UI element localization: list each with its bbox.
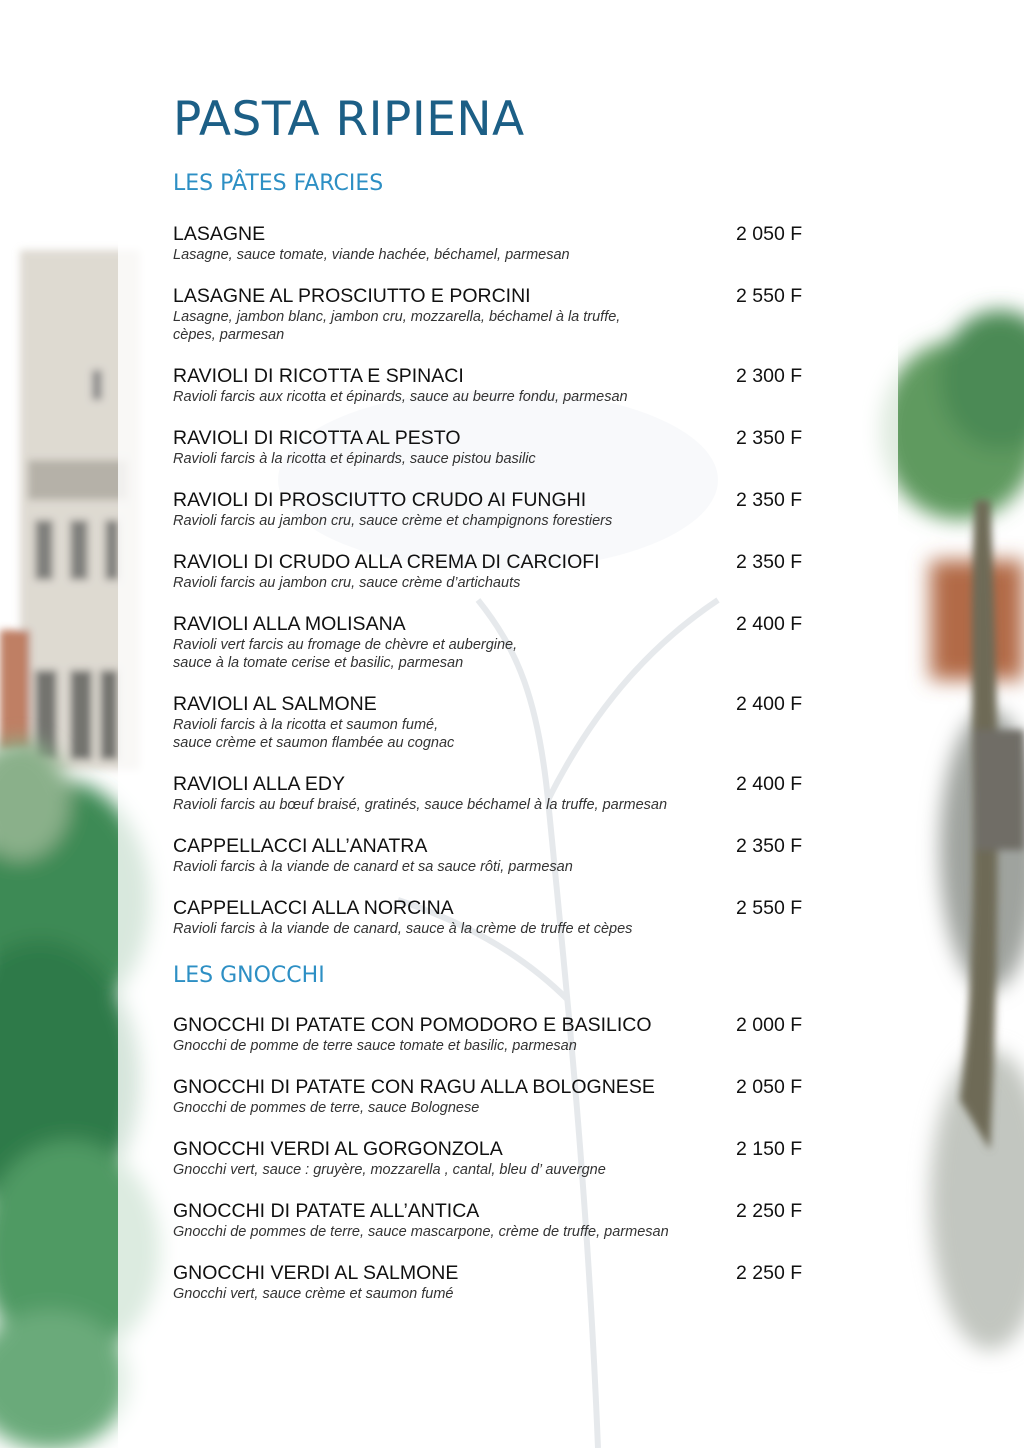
item-description: Ravioli vert farcis au fromage de chèvre et aubergine, sauce à la tomate cerise et basilic, parmesan [173,637,518,671]
item-price: 2 050 F [736,223,803,245]
item-name: LASAGNE [173,223,266,245]
item-name: LASAGNE AL PROSCIUTTO E PORCINI [173,285,531,307]
item-price: 2 400 F [736,613,803,635]
item-name: RAVIOLI AL SALMONE [173,693,377,715]
item-description: Gnocchi de pommes de terre, sauce mascarpone, crème de truffe, parmesan [173,1224,669,1240]
item-description: Gnocchi vert, sauce : gruyère, mozzarella , cantal, bleu d’ auvergne [173,1162,606,1178]
item-name: RAVIOLI DI RICOTTA E SPINACI [173,365,464,387]
item-name: RAVIOLI ALLA EDY [173,773,345,795]
item-price: 2 300 F [736,365,803,387]
item-description: Ravioli farcis au jambon cru, sauce crème d’artichauts [173,575,521,591]
item-name: RAVIOLI DI CRUDO ALLA CREMA DI CARCIOFI [173,551,600,573]
item-price: 2 400 F [736,693,803,715]
item-price: 2 350 F [736,551,803,573]
item-description: Ravioli farcis à la ricotta et saumon fumé, sauce crème et saumon flambée au cognac [173,717,455,751]
item-name: RAVIOLI ALLA MOLISANA [173,613,406,635]
item-price: 2 350 F [736,835,803,857]
item-description: Lasagne, jambon blanc, jambon cru, mozzarella, béchamel à la truffe, cèpes, parmesan [173,309,621,343]
item-description: Ravioli farcis au jambon cru, sauce crème et champignons forestiers [173,513,613,529]
item-name: GNOCCHI DI PATATE CON RAGU ALLA BOLOGNESE [173,1076,655,1098]
item-price: 2 400 F [736,773,803,795]
item-price: 2 000 F [736,1014,803,1036]
item-description: Ravioli farcis aux ricotta et épinards, sauce au beurre fondu, parmesan [173,389,628,405]
item-name: RAVIOLI DI RICOTTA AL PESTO [173,427,461,449]
item-name: GNOCCHI DI PATATE ALL’ANTICA [173,1200,480,1222]
item-name: GNOCCHI VERDI AL GORGONZOLA [173,1138,503,1160]
item-price: 2 250 F [736,1262,803,1284]
item-name: GNOCCHI VERDI AL SALMONE [173,1262,459,1284]
item-description: Gnocchi vert, sauce crème et saumon fumé [173,1286,454,1302]
section-heading-pates-farcies: LES PÂTES FARCIES [173,171,384,196]
item-description: Ravioli farcis à la ricotta et épinards, sauce pistou basilic [173,451,536,467]
item-name: RAVIOLI DI PROSCIUTTO CRUDO AI FUNGHI [173,489,587,511]
item-name: CAPPELLACCI ALL’ANATRA [173,835,428,857]
section-heading-gnocchi: LES GNOCCHI [173,963,325,988]
item-description: Gnocchi de pommes de terre, sauce Bolognese [173,1100,480,1116]
page-title: PASTA RIPIENA [173,92,525,147]
item-price: 2 050 F [736,1076,803,1098]
item-price: 2 350 F [736,489,803,511]
item-description: Ravioli farcis au bœuf braisé, gratinés, sauce béchamel à la truffe, parmesan [173,797,668,813]
item-description: Ravioli farcis à la viande de canard, sauce à la crème de truffe et cèpes [173,921,633,937]
item-description: Gnocchi de pomme de terre sauce tomate et basilic, parmesan [173,1038,577,1054]
item-price: 2 150 F [736,1138,803,1160]
item-name: CAPPELLACCI ALLA NORCINA [173,897,454,919]
item-price: 2 550 F [736,285,803,307]
item-price: 2 550 F [736,897,803,919]
item-price: 2 250 F [736,1200,803,1222]
item-description: Ravioli farcis à la viande de canard et sa sauce rôti, parmesan [173,859,573,875]
item-description: Lasagne, sauce tomate, viande hachée, béchamel, parmesan [173,247,570,263]
item-name: GNOCCHI DI PATATE CON POMODORO E BASILICO [173,1014,652,1036]
item-price: 2 350 F [736,427,803,449]
